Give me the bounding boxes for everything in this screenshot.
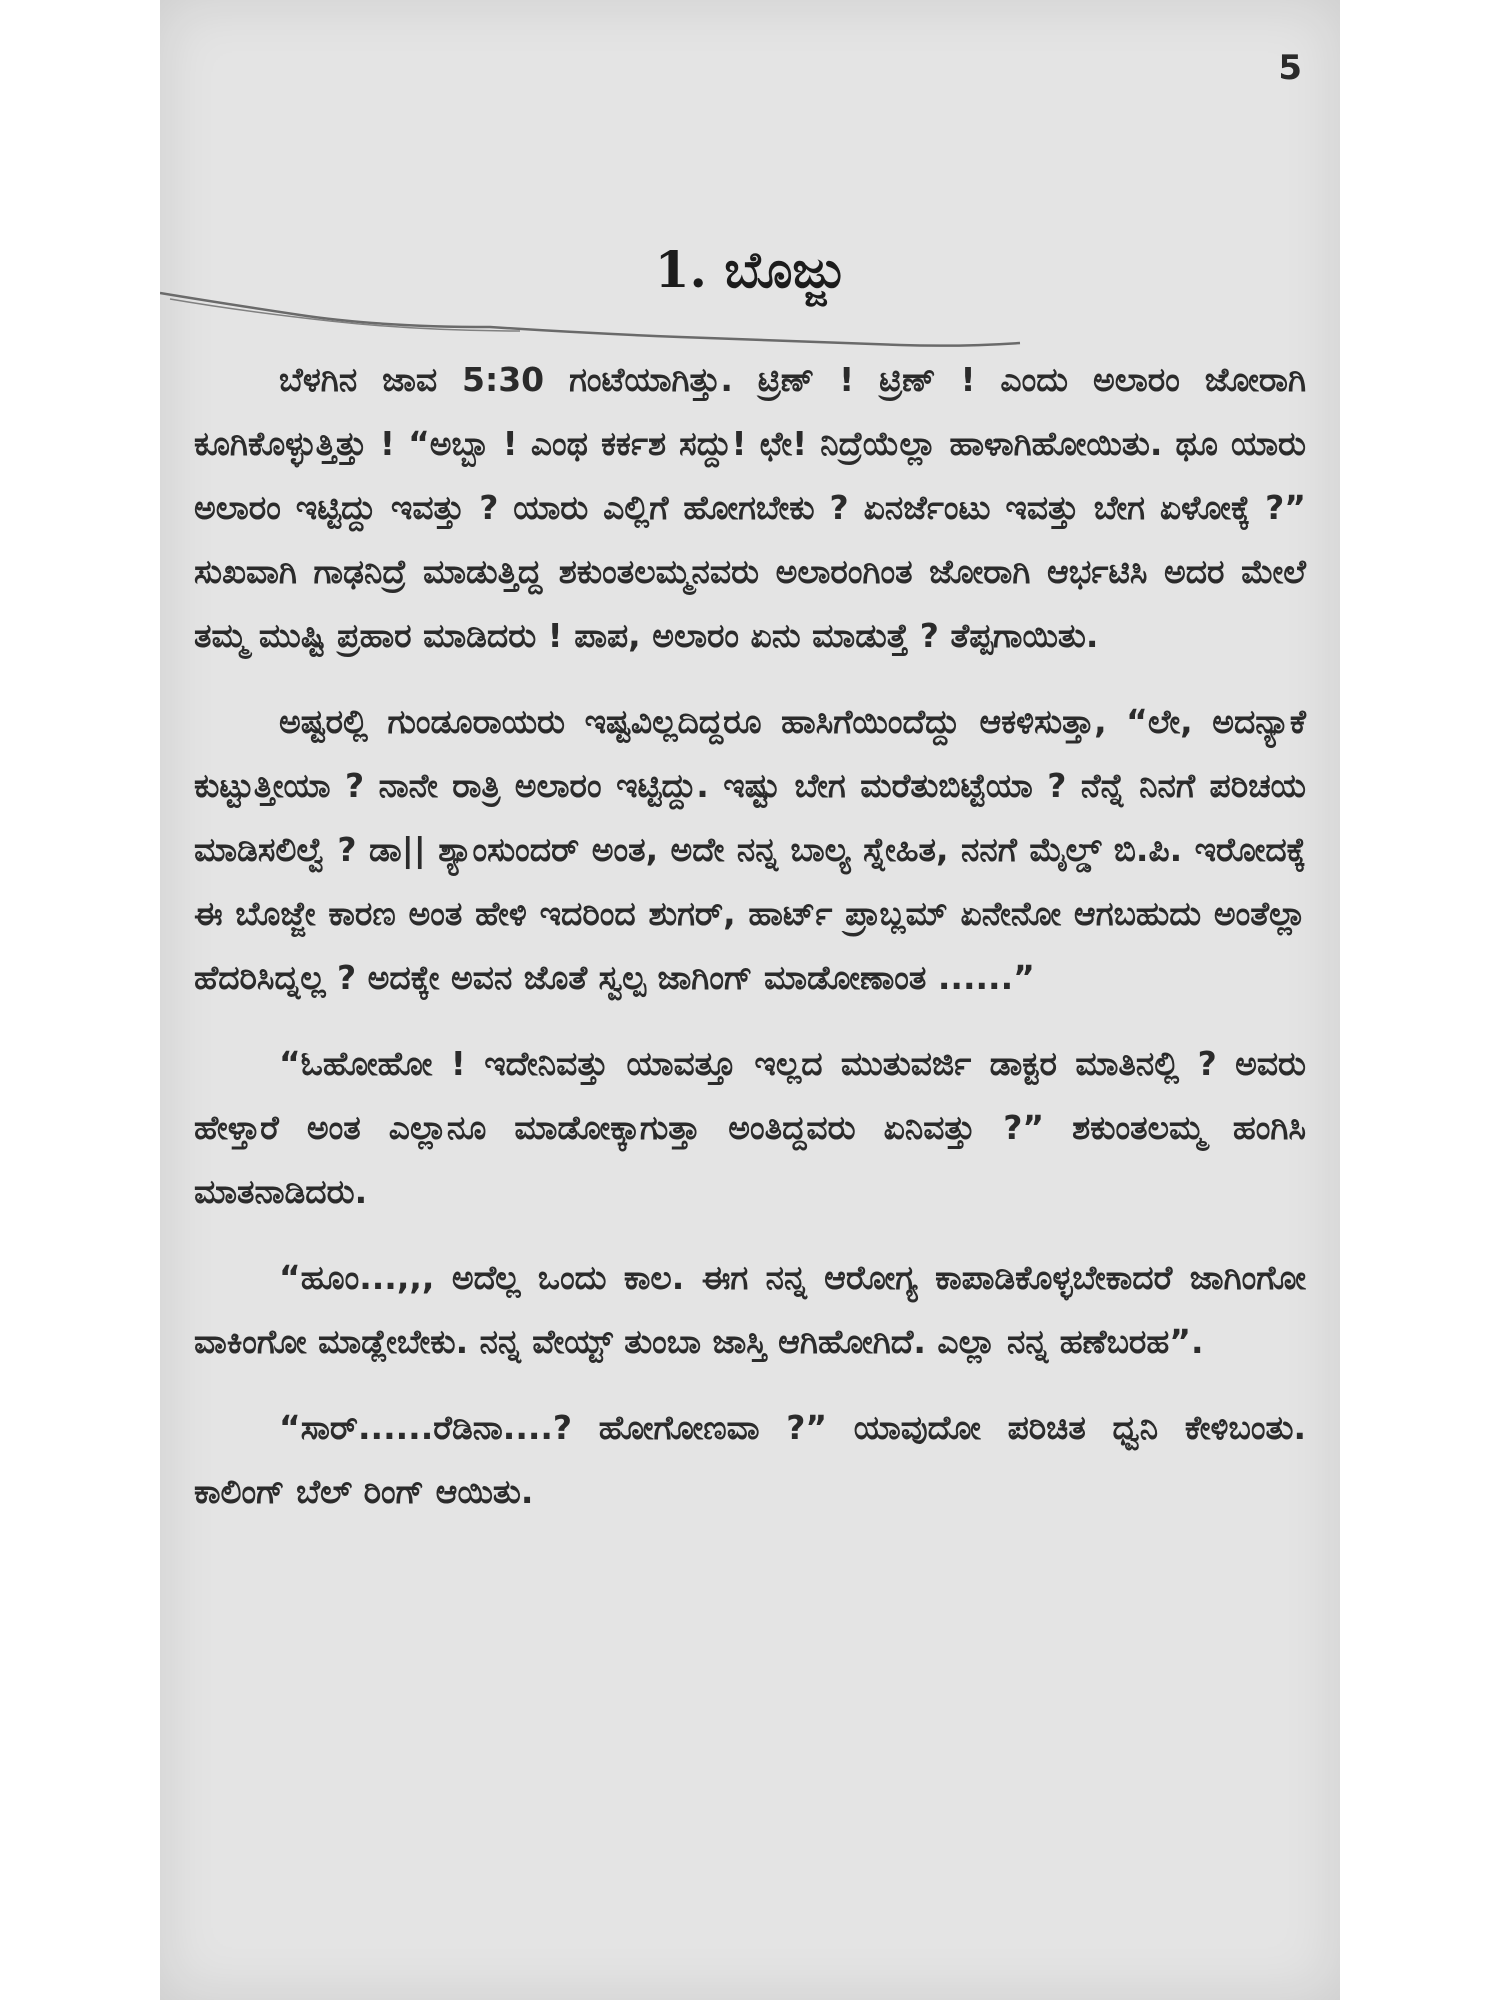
paragraph: ಅಷ್ಟರಲ್ಲಿ ಗುಂಡೂರಾಯರು ಇಷ್ಟವಿಲ್ಲದಿದ್ದರೂ ಹಾಸಿಗೆಯಿಂದೆದ್ದು ಆಕಳಿಸುತ್ತಾ, “ಲೇ, ಅದನ್ಯಾಕೆ ಕುಟ್ಟುತ್ತೀಯಾ ? ನಾನೇ ರಾತ್ರಿ ಅಲಾರಂ ಇಟ್ಟಿದ್ದು. ಇಷ್ಟು ಬೇಗ ಮರೆತುಬಿಟ್ಟೆಯಾ ? ನೆನ್ನೆ ನಿನಗೆ ಪರಿಚಯ ಮಾಡಿಸಲಿಲ್ವೆ ? ಡಾ|| ಶ್ಯಾಂಸುಂದರ್ ಅಂತ, ಅದೇ ನನ್ನ ಬಾಲ್ಯ ಸ್ನೇಹಿತ, ನನಗೆ ಮೈಲ್ಡ್ ಬಿ.ಪಿ. ಇರೋದಕ್ಕೆ ಈ ಬೊಜ್ಜೇ ಕಾರಣ ಅಂತ ಹೇಳಿ ಇದರಿಂದ ಶುಗರ್, ಹಾರ್ಟ್ ಪ್ರಾಬ್ಲಮ್ ಏನೇನೋ ಆಗಬಹುದು ಅಂತೆಲ್ಲಾ ಹೆದರಿಸಿದ್ನಲ್ಲ ? ಅದಕ್ಕೇ ಅವನ ಜೊತೆ ಸ್ವಲ್ಪ ಜಾಗಿಂಗ್ ಮಾಡೋಣಾಂತ ......” bbox=[194, 702, 1306, 997]
pen-scratch-mark bbox=[160, 285, 1340, 355]
paragraph: “ಸಾರ್......ರೆಡಿನಾ....? ಹೋಗೋಣವಾ ?” ಯಾವುದೋ ಪರಿಚಿತ ಧ್ವನಿ ಕೇಳಿಬಂತು. ಕಾಲಿಂಗ್ ಬೆಲ್ ರಿಂಗ್ ಆಯಿತು. bbox=[194, 1408, 1306, 1511]
book-page bbox=[160, 0, 1340, 2000]
body-text bbox=[194, 348, 1306, 1546]
paragraph: “ಓಹೋಹೋ ! ಇದೇನಿವತ್ತು ಯಾವತ್ತೂ ಇಲ್ಲದ ಮುತುವರ್ಜಿ ಡಾಕ್ಟರ ಮಾತಿನಲ್ಲಿ ? ಅವರು ಹೇಳ್ತಾರೆ ಅಂತ ಎಲ್ಲಾನೂ ಮಾಡೋಕ್ಕಾಗುತ್ತಾ ಅಂತಿದ್ದವರು ಏನಿವತ್ತು ?” ಶಕುಂತಲಮ್ಮ ಹಂಗಿಸಿ ಮಾತನಾಡಿದರು. bbox=[194, 1044, 1306, 1211]
chapter-title: 1. ಬೊಜ್ಜು bbox=[654, 240, 846, 299]
page-number: 5 bbox=[1278, 48, 1302, 88]
paragraph: “ಹೂಂ...,,, ಅದೆಲ್ಲ ಒಂದು ಕಾಲ. ಈಗ ನನ್ನ ಆರೋಗ್ಯ ಕಾಪಾಡಿಕೊಳ್ಳಬೇಕಾದರೆ ಜಾಗಿಂಗೋ ವಾಕಿಂಗೋ ಮಾಡ್ಲೇಬೇಕು. ನನ್ನ ವೇಯ್ಟ್ ತುಂಬಾ ಜಾಸ್ತಿ ಆಗಿಹೋಗಿದೆ. ಎಲ್ಲಾ ನನ್ನ ಹಣೆಬರಹ”. bbox=[194, 1258, 1306, 1361]
paragraph: ಬೆಳಗಿನ ಜಾವ 5:30 ಗಂಟೆಯಾಗಿತ್ತು. ಟ್ರಿಣ್ ! ಟ್ರಿಣ್ ! ಎಂದು ಅಲಾರಂ ಜೋರಾಗಿ ಕೂಗಿಕೊಳ್ಳುತ್ತಿತ್ತು ! “ಅಬ್ಬಾ ! ಎಂಥ ಕರ್ಕಶ ಸದ್ದು! ಛೇ! ನಿದ್ರೆಯೆಲ್ಲಾ ಹಾಳಾಗಿಹೋಯಿತು. ಥೂ ಯಾರು ಅಲಾರಂ ಇಟ್ಟಿದ್ದು ಇವತ್ತು ? ಯಾರು ಎಲ್ಲಿಗೆ ಹೋಗಬೇಕು ? ಏನರ್ಜೆಂಟು ಇವತ್ತು ಬೇಗ ಏಳೋಕ್ಕೆ ?” ಸುಖವಾಗಿ ಗಾಢನಿದ್ರೆ ಮಾಡುತ್ತಿದ್ದ ಶಕುಂತಲಮ್ಮನವರು ಅಲಾರಂಗಿಂತ ಜೋರಾಗಿ ಆರ್ಭಟಿಸಿ ಅದರ ಮೇಲೆ ತಮ್ಮ ಮುಷ್ಟಿ ಪ್ರಹಾರ ಮಾಡಿದರು ! ಪಾಪ, ಅಲಾರಂ ಏನು ಮಾಡುತ್ತೆ ? ತೆಪ್ಪಗಾಯಿತು. bbox=[194, 360, 1306, 655]
